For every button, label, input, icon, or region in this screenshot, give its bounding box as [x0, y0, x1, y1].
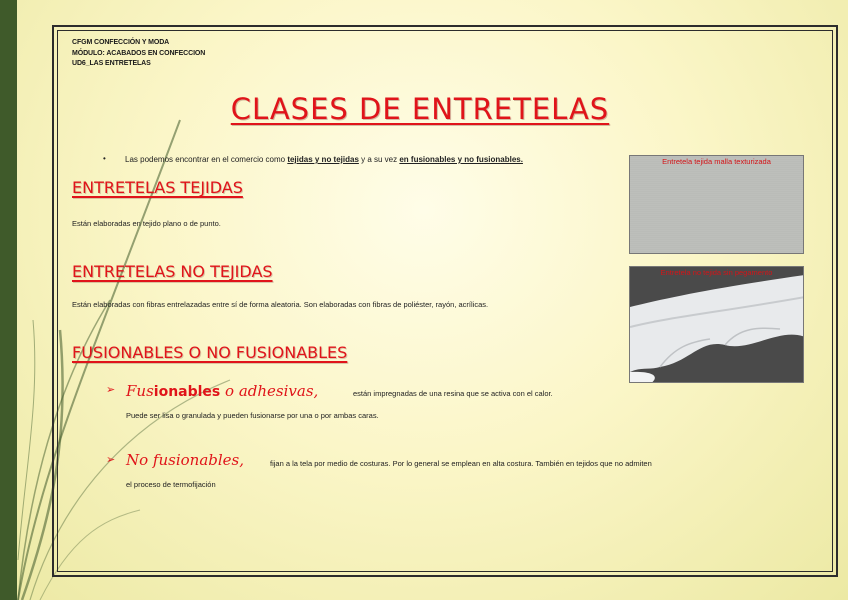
intro-text: Las podemos encontrar en el comercio como tejidas y no tejidas y a su vez en fusionables y no fusionables.	[125, 155, 523, 164]
fabric-rolls-image	[630, 267, 804, 383]
term-no-fusionables: No fusionables,	[126, 451, 245, 469]
header-line-course: CFGM CONFECCIÓN Y MODA	[72, 39, 170, 46]
body-tejidas: Están elaboradas en tejido plano o de punto.	[72, 219, 221, 228]
heading-fusionables: FUSIONABLES O NO FUSIONABLES	[72, 343, 348, 362]
desc-fusionables-line2: Puede ser lisa o granulada y pueden fusionarse por una o por ambas caras.	[126, 411, 379, 420]
intro-bold-fusionables: en fusionables y no fusionables.	[399, 155, 523, 164]
desc-no-fusionables-line2: el proceso de termofijación	[126, 480, 216, 489]
desc-no-fusionables-line1: fijan a la tela por medio de costuras. Por lo general se emplean en alta costura. También en tejidos que no admiten	[270, 459, 652, 468]
heading-no-tejidas: ENTRETELAS NO TEJIDAS	[72, 262, 273, 281]
page-title: CLASES DE ENTRETELAS	[230, 92, 610, 126]
document-header	[72, 38, 205, 70]
term-fusionables: Fusionables o adhesivas,	[126, 382, 319, 400]
arrow-bullet-icon: ➢	[106, 383, 116, 396]
body-no-tejidas: Están elaboradas con fibras entrelazadas entre sí de forma aleatoria. Son elaboradas con fibras de poliéster, rayón, acrílicas.	[72, 300, 489, 309]
photo-caption-tejida: Entretela tejida malla texturizada	[662, 157, 771, 166]
left-sidebar-bar	[0, 0, 17, 600]
header-line-module: MÓDULO: ACABADOS EN CONFECCION	[72, 49, 206, 57]
bullet-icon: •	[103, 154, 106, 163]
photo-caption-no-tejida: Entretela no tejida sin pegamento	[660, 268, 773, 277]
heading-tejidas: ENTRETELAS TEJIDAS	[72, 178, 243, 197]
photo-entretela-tejida	[629, 155, 804, 254]
desc-fusionables-line1: están impregnadas de una resina que se activa con el calor.	[353, 389, 553, 398]
photo-entretela-no-tejida	[629, 266, 804, 383]
arrow-bullet-icon: ➢	[106, 453, 116, 466]
intro-bold-tejidas: tejidas y no tejidas	[287, 155, 359, 164]
header-line-unit: UD6_LAS ENTRETELAS	[72, 60, 151, 67]
